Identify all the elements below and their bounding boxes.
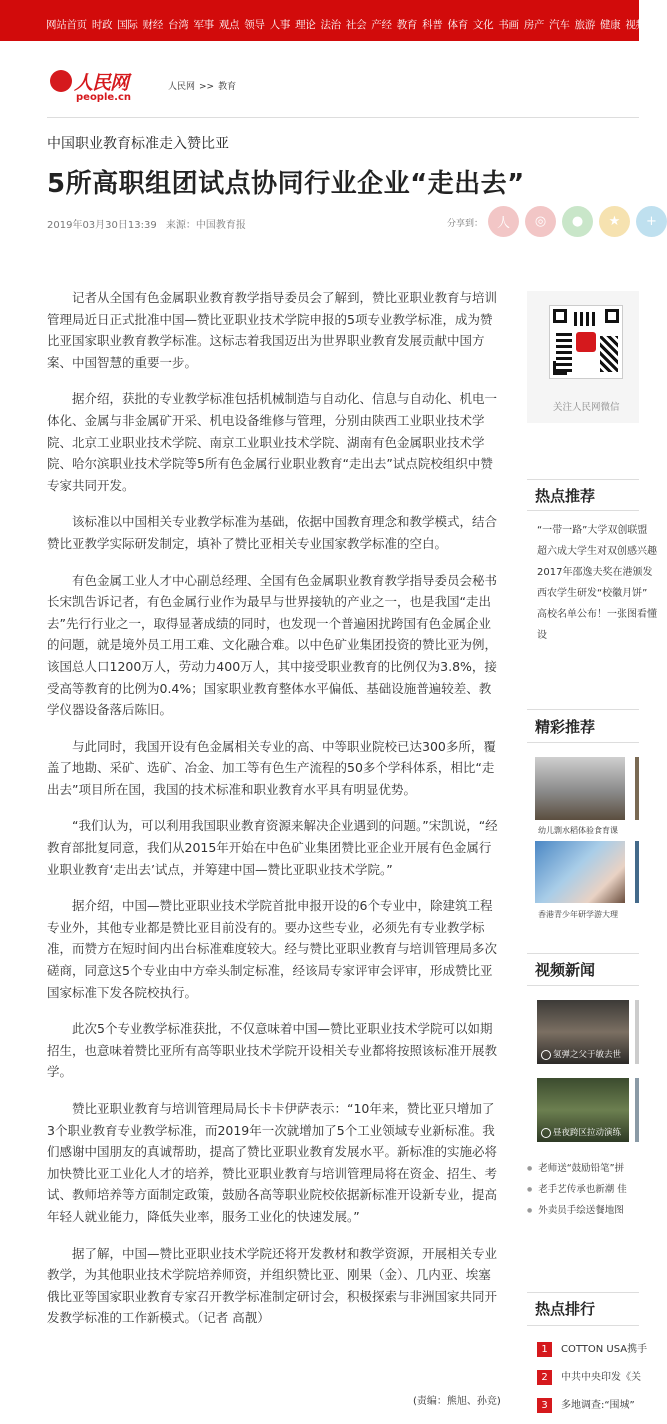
rank-text: 中共中央印发《关 [561,1372,641,1383]
video-title: 视频新闻 [535,961,596,979]
nav-item[interactable]: 理论 [295,19,316,31]
article-paragraph: 据了解，中国—赞比亚职业技术学院还将开发教材和教学资源，开展相关专业教学，为其他职业技术学院培养师资，并组织赞比亚、刚果（金）、几内亚、埃塞俄比亚等国家职业教育专家召开教学标准制定研讨会，积极探索与非洲国家共同开发教学标准的工作新模式。（记者 高靓） [47,1245,498,1326]
rank-number: 1 [537,1342,552,1357]
ranking-item[interactable] [537,1368,647,1396]
video-list-item[interactable]: ● 老师送“鼓励铅笔”拼 [527,1158,627,1179]
play-icon [541,1128,551,1138]
video-thumb-side[interactable] [635,1078,639,1142]
share-more-icon[interactable]: + [636,206,667,237]
logo-text-cn: 人民网 [74,72,129,94]
wechat-qr-box [527,291,639,423]
article-paragraph: “我们认为，可以利用我国职业教育资源来解决企业遇到的问题。”宋凯说，“经教育部批复同意，我们从2015年开始在中色矿业集团赞比亚企业开展有色金属行业职业教育‘走出去’试点，并筹建中国—赞比亚职业技术学院。” [47,818,498,877]
nav-item[interactable]: 台湾 [168,19,189,31]
share-weibo-icon[interactable]: ◎ [525,206,556,237]
video-caption: 昼夜跨区拉动演练 [553,1128,622,1138]
section-divider [527,985,639,986]
rank-text: COTTON USA携手 [561,1344,648,1355]
article-paragraph: 此次5个专业教学标准获批，不仅意味着中国—赞比亚职业技术学院可以如期招生，也意味着赞比亚所有高等职业技术学院开设相关专业都将按照该标准开展教学。 [47,1021,498,1080]
ranking-list [537,1340,647,1424]
rank-text: 多地调查:“围城” [561,1400,635,1411]
nav-item[interactable]: 旅游 [574,19,595,31]
video-list-item[interactable]: ● 外卖员手绘送餐地图 [527,1200,627,1221]
hot-item[interactable]: 设 [537,630,547,641]
article-editor: (责编：熊旭、孙竞) [413,1396,501,1407]
video-thumb-2[interactable] [537,1078,629,1142]
hot-item[interactable]: 超六成大学生对双创感兴趣 [537,546,657,557]
section-divider [527,510,639,511]
hot-title: 热点推荐 [535,487,596,505]
hot-item[interactable]: 西农学生研发“校徽月饼” [537,588,648,599]
rank-number: 3 [537,1398,552,1413]
video-list [527,1158,627,1221]
article-datetime: 2019年03月30日13:39 [47,220,157,231]
article-subheading: 中国职业教育标准走入赞比亚 [47,136,229,152]
section-divider [527,953,639,954]
nav-item[interactable]: 科普 [422,19,443,31]
video-list-item[interactable]: ● 老手艺传承也新潮 佳 [527,1179,627,1200]
video-thumb-1[interactable] [537,1000,629,1064]
section-divider [527,1325,639,1326]
section-divider [527,479,639,480]
nav-item[interactable]: 观点 [218,19,240,31]
article-paragraph: 赞比亚职业教育与培训管理局局长卡卡伊萨表示：“10年来，赞比亚只增加了3个职业教育专业教学标准，而2019年一次就增加了5个工业领域专业新标准。我们感谢中国朋友的真诚帮助，提高了赞比亚职业教育发展水平。新标准的实施必将加快赞比亚工业化人才的培养，赞比亚职业教育与培训管理局将在资金、招生、考试、教师培养等方面制定政策，鼓励各高等职业院校依据新标准开设新专业，提高年轻人就业能力，降低失业率，服务工业化的快速发展。” [47,1101,498,1224]
breadcrumb [168,79,240,92]
people-logo[interactable] [50,68,130,104]
top-nav-list [46,13,651,32]
top-nav-bar [0,0,646,41]
article-meta [47,216,252,231]
nav-item[interactable]: 领导 [244,19,265,31]
nav-item[interactable]: 教育 [396,19,418,31]
play-icon [541,1050,551,1060]
nav-item[interactable]: 健康 [599,19,621,31]
section-divider [527,709,639,710]
article-title: 5所高职组团试点协同行业企业“走出去” [47,169,525,199]
article-paragraph: 据介绍，获批的专业教学标准包括机械制造与自动化、信息与自动化、机电一体化、金属与非金属矿开采、机电设备维修与管理，分别由陕西工业职业技术学院、北京工业职业技术学院、南京工业职业技术学院、湖南有色金属职业技术学院、哈尔滨职业技术学院等5所有色金属行业职业教育“走出去”试点院校组织中赞专家共同开发。 [47,391,498,493]
nav-item[interactable]: 法治 [320,19,341,31]
pick-caption-2[interactable]: 香港青少年研学游大理 [538,910,618,919]
logo-mark-icon [50,70,72,92]
section-divider [527,742,639,743]
hot-list [537,520,657,646]
breadcrumb-home[interactable]: 人民网 [168,82,196,92]
ranking-item[interactable] [537,1340,647,1368]
hot-item[interactable]: 高校名单公布！一张图看懂 [537,609,657,620]
article-paragraph: 有色金属工业人才中心副总经理、全国有色金属职业教育教学指导委员会秘书长宋凯告诉记者，有色金属行业作为最早与世界接轨的产业之一，也是我国“走出去”先行行业之一，取得显著成绩的同时，也发现一个普遍困扰跨国有色金属企业的问题，就是境外员工用工难、文化融合难。以中色矿业集团投资的赞比亚为例，该国总人口1200万人，劳动力400万人，其中接受职业教育的比例仅为3.8%，接受高等教育的比例为0.4%；国家职业教育整体水平偏低、基础设施普遍较差、教学仪器设备落后陈旧。 [47,572,498,718]
video-caption: 氢弹之父于敏去世 [553,1050,622,1060]
article-paragraph: 该标准以中国相关专业教学标准为基础，依据中国教育理念和教学模式，结合赞比亚教学实际研发制定，填补了赞比亚相关专业国家教学标准的空白。 [47,514,498,551]
nav-item[interactable]: 文化 [472,19,494,31]
share-wechat-icon[interactable]: ● [562,206,593,237]
article-paragraph: 据介绍，中国—赞比亚职业技术学院首批申报开设的6个专业中，除建筑工程专业外，其他专业都是赞比亚目前没有的。要办这些专业，必须先有专业教学标准，而赞方在短时间内出台标准难度较大。经与赞比亚职业教育与培训管理局多次磋商，同意这5个专业由中方牵头制定标准，经该局专家评审会评审，形成赞比亚国家标准下发各院校执行。 [47,898,498,1000]
nav-item[interactable]: 社会 [345,19,367,31]
article-paragraph: 记者从全国有色金属职业教育教学指导委员会了解到，赞比亚职业教育与培训管理局近日正式批准中国—赞比亚职业技术学院申报的5项专业教学标准，成为赞比亚国家职业教育教学标准。这标志着我国迈出为世界职业教育发展贡献中国方案、中国智慧的重要一步。 [47,290,498,370]
breadcrumb-education[interactable]: 教育 [218,82,237,92]
pick-photo-4[interactable] [635,841,639,903]
pick-caption-1[interactable]: 幼儿剽水稻体验食育课 [538,826,618,835]
share-qzone-icon[interactable]: ★ [599,206,630,237]
article-source: 来源：中国教育报 [165,220,246,231]
nav-item[interactable]: 书画 [498,19,519,31]
video-thumb-side[interactable] [635,1000,639,1064]
nav-item[interactable]: 财经 [142,19,164,31]
nav-item[interactable]: 产经 [371,19,392,31]
qr-code-icon [549,305,623,379]
qr-label: 关注人民网微信 [553,402,620,413]
pick-photo-1[interactable] [535,757,625,820]
section-divider [527,1292,639,1293]
rank-number: 2 [537,1370,552,1385]
share-people-icon[interactable]: 人 [488,206,519,237]
header-divider [47,117,639,118]
nav-item[interactable]: 时政 [91,19,113,31]
ranking-item[interactable] [537,1396,647,1424]
nav-item[interactable]: 房产 [523,19,545,31]
breadcrumb-separator: >> [199,82,215,92]
nav-item[interactable]: 体育 [447,19,468,31]
article-paragraph: 与此同时，我国开设有色金属相关专业的高、中等职业院校已达300多所，覆盖了地勘、采矿、选矿、冶金、加工等有色生产流程的50多个学科体系，相比“走出去”项目所在国，我国的技术标准和职业教育水平具有明显优势。 [47,738,496,797]
nav-item[interactable]: 汽车 [549,19,570,31]
nav-item[interactable]: 人事 [269,19,291,31]
share-label: 分享到： [447,219,484,229]
nav-item[interactable]: 视频 [625,19,646,31]
hot-item[interactable]: “一带一路”大学双创联盟 [537,525,648,536]
nav-item[interactable]: 军事 [193,19,214,31]
pick-photo-3[interactable] [535,841,625,903]
picks-title: 精彩推荐 [535,718,596,736]
article-body [47,287,499,1344]
ranking-title: 热点排行 [535,1300,596,1318]
nav-item[interactable]: 网站首页 [46,19,87,31]
pick-photo-2[interactable] [635,757,639,820]
nav-item[interactable]: 国际 [117,19,138,31]
logo-text-en: people.cn [76,92,132,103]
hot-item[interactable]: 2017年邵逸夫奖在港颁发 [537,567,653,578]
